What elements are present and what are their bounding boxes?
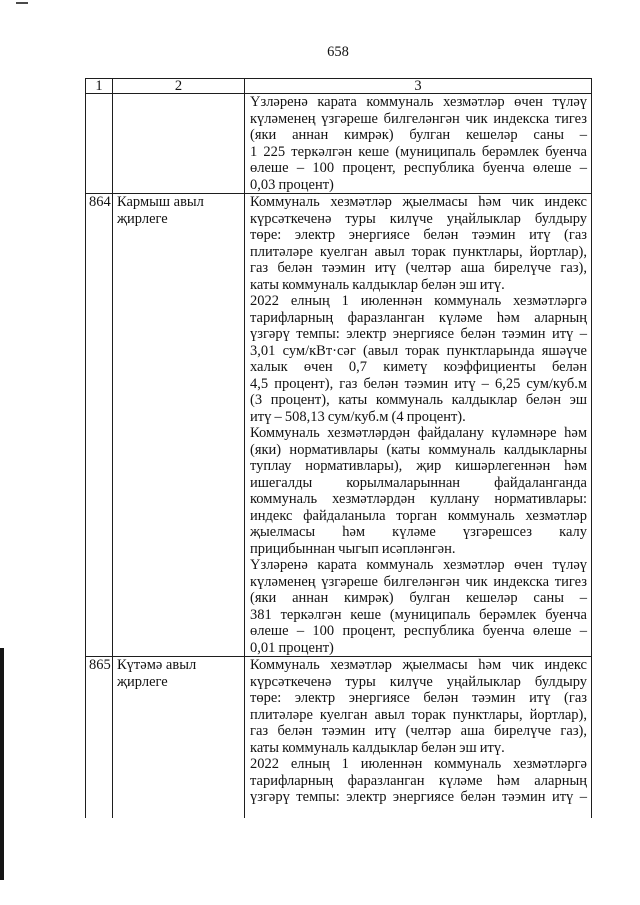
row-number-cell	[86, 94, 113, 194]
description-paragraph	[250, 557, 587, 656]
description-line: прицибыннан чыгып исәпләнгән.	[250, 540, 456, 557]
row-number: 865	[89, 657, 111, 673]
document-table	[85, 78, 592, 818]
row-number: 864	[89, 194, 111, 210]
page-number: 658	[327, 44, 349, 60]
settlement-name-cell	[113, 657, 245, 818]
description-paragraph	[250, 194, 587, 293]
settlement-name-line: җирлеге	[117, 210, 168, 227]
description-line: ишегалды корылмаларыннан файдаланганда	[250, 474, 587, 491]
description-line: Коммуналь хезмәтләр җыелмасы һәм чик индекс	[250, 657, 587, 673]
description-line: плитәләре куелган авыл торак пунктлары, йортлар),	[250, 706, 587, 723]
description-cell	[245, 194, 592, 657]
description-line: 381 теркәлгән кеше (муниципаль берәмлек буенча	[250, 606, 587, 623]
description-line: күләменең үзгәреше билгеләнгән чик индекска тигез	[250, 110, 587, 127]
description-line: плитәләре куелган авыл торак пунктлары, йортлар),	[250, 243, 587, 260]
description-paragraph	[250, 657, 587, 756]
description-line: 1 225 теркәлгән кеше (муниципаль берәмлек буенча	[250, 143, 587, 160]
description-line: күләменең үзгәреше билгеләнгән чик индекска тигез	[250, 573, 587, 590]
description-line: коммуналь хезмәтләрдән куллану нормативлары:	[250, 491, 587, 507]
description-line: төре: электр энергиясе белән тәэмин итү (газ	[250, 227, 587, 243]
settlement-name-line: җирлеге	[117, 673, 168, 690]
column-header-description: 3	[245, 79, 592, 94]
description-line: өлеше – 100 процент, республика буенча өлеше –	[250, 623, 587, 639]
description-line: 2022 елның 1 июленнән коммуналь хезмәтләргә	[250, 756, 587, 772]
description-line: өлеше – 100 процент, республика буенча өлеше –	[250, 160, 587, 176]
settlement-name-cell	[113, 94, 245, 194]
description-line: 3,01 сум/кВт·сәг (авыл торак пунктларында яшәүче	[250, 342, 587, 359]
description-line: (3 процент), каты коммуналь калдыклар белән эш	[250, 392, 587, 408]
description-line: җыелмасы һәм күләме үзгәрешсез калу	[250, 524, 587, 540]
description-line: Үзләренә карата коммуналь хезмәтләр өчен түләү	[250, 557, 587, 573]
description-line: үзгәрү темпы: электр энергиясе белән тәэмин итү –	[250, 326, 587, 342]
description-line: 0,01 процент)	[250, 639, 334, 656]
description-line: (яки аннан кимрәк) булган кешеләр саны –	[250, 590, 587, 606]
table-header-row	[86, 79, 592, 94]
description-line: газ белән тәэмин итү (челтәр аша бирелүче газ),	[250, 723, 587, 739]
description-line: тарифларның фаразланган күләме һәм аларның	[250, 772, 587, 789]
description-line: каты коммуналь калдыклар белән эш итү.	[250, 276, 505, 293]
description-paragraph	[250, 94, 587, 193]
description-cell	[245, 94, 592, 194]
description-line: халык өчен 0,7 киметү коэффициенты белән	[250, 359, 587, 375]
description-line: төре: электр энергиясе белән тәэмин итү (газ	[250, 690, 587, 706]
description-line: 0,03 процент)	[250, 176, 334, 193]
settlement-name-line: Күтәмә авыл	[117, 657, 197, 673]
description-line: (яки аннан кимрәк) булган кешеләр саны –	[250, 127, 587, 143]
settlement-name-line: Кармыш авыл	[117, 194, 204, 210]
table-header	[86, 79, 592, 94]
description-line: (яки) нормативлары (каты коммуналь калдыкларны	[250, 441, 587, 458]
description-paragraph	[250, 425, 587, 557]
description-line: күрсәткеченә туры килүче уңайлыклар булдыру	[250, 673, 587, 690]
table-row	[86, 94, 592, 194]
table-body	[86, 94, 592, 818]
description-line: 2022 елның 1 июленнән коммуналь хезмәтләргә	[250, 293, 587, 309]
description-line: Коммуналь хезмәтләр җыелмасы һәм чик индекс	[250, 194, 587, 210]
scan-edge-shadow	[0, 648, 4, 880]
description-line: Коммуналь хезмәтләрдән файдалану күләмнәре һәм	[250, 425, 587, 441]
description-line: күрсәткеченә туры килүче уңайлыклар булдыру	[250, 210, 587, 227]
scan-mark	[16, 2, 28, 4]
column-header-settlement: 2	[113, 79, 245, 94]
description-line: индекс файдаланыла торган коммуналь хезмәтләр	[250, 507, 587, 524]
column-header-number: 1	[86, 79, 113, 94]
row-number-cell	[86, 194, 113, 657]
description-line: үзгәрү темпы: электр энергиясе белән тәэмин итү –	[250, 789, 587, 805]
description-line: итү – 508,13 сум/куб.м (4 процент).	[250, 408, 466, 425]
description-cell	[245, 657, 592, 818]
table-row	[86, 657, 592, 818]
settlement-name-cell	[113, 194, 245, 657]
description-line: каты коммуналь калдыклар белән эш итү.	[250, 739, 505, 756]
description-paragraph	[250, 293, 587, 425]
table-row	[86, 194, 592, 657]
description-paragraph	[250, 756, 587, 806]
description-line: 4,5 процент), газ белән тәэмин итү – 6,25 сум/куб.м	[250, 375, 587, 392]
description-line: Үзләренә карата коммуналь хезмәтләр өчен түләү	[250, 94, 587, 110]
row-number-cell	[86, 657, 113, 818]
description-line: газ белән тәэмин итү (челтәр аша бирелүче газ),	[250, 260, 587, 276]
description-line: туплау нормативлары), җир кишәрлегеннән һәм	[250, 458, 587, 474]
description-line: тарифларның фаразланган күләме һәм аларның	[250, 309, 587, 326]
